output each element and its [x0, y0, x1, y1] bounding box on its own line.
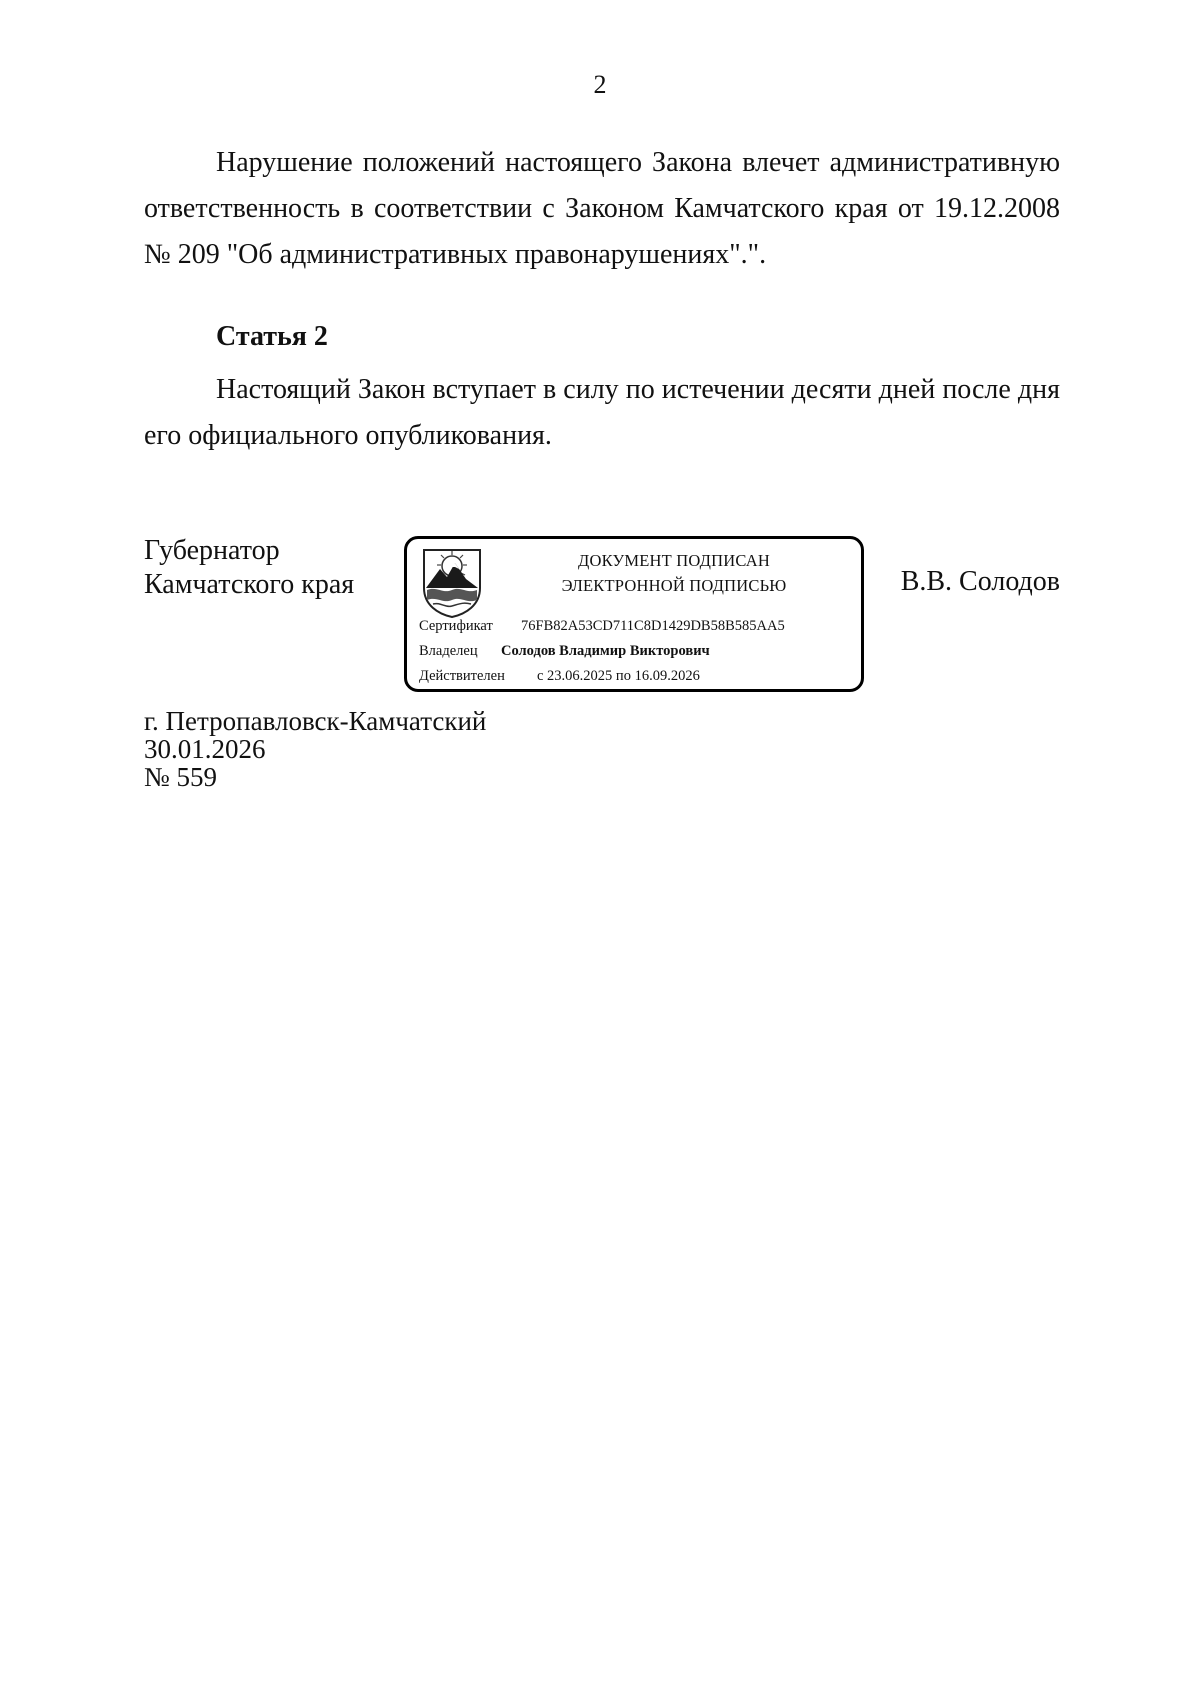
stamp-certificate-value: 76FB82A53CD711C8D1429DB58B585AA5 [521, 618, 785, 634]
stamp-validity-row [419, 668, 700, 685]
stamp-validity-value: с 23.06.2025 по 16.09.2026 [537, 668, 700, 684]
document-number: № 559 [144, 762, 218, 792]
article-heading: Статья 2 [216, 321, 328, 352]
page-number: 2 [593, 70, 607, 99]
signatory-position-line: Губернатор [144, 535, 280, 566]
stamp-certificate-label: Сертификат [419, 618, 493, 634]
paragraph-line: № 209 "Об административных правонарушениях".". [144, 239, 767, 270]
city: г. Петропавловск-Камчатский [144, 706, 487, 736]
stamp-owner-label: Владелец [419, 643, 478, 659]
signatory-position-line: Камчатского края [144, 569, 355, 600]
paragraph-line: ответственность в соответствии с Законом Камчатского края от 19.12.2008 [144, 193, 1060, 224]
document-date: 30.01.2026 [144, 734, 266, 764]
stamp-title: ДОКУМЕНТ ПОДПИСАН [578, 551, 770, 570]
kamchatka-coat-of-arms-icon [421, 548, 483, 618]
stamp-owner-value: Солодов Владимир Викторович [501, 643, 710, 659]
electronic-signature-stamp [404, 536, 864, 692]
stamp-title: ЭЛЕКТРОННОЙ ПОДПИСЬЮ [561, 576, 787, 595]
paragraph-line: Нарушение положений настоящего Закона влечет административную [216, 147, 1060, 178]
paragraph-line: его официального опубликования. [144, 420, 552, 451]
paragraph-violation-liability [144, 140, 1060, 278]
stamp-owner-row [419, 643, 710, 660]
paragraph-line: Настоящий Закон вступает в силу по истечении десяти дней после дня [216, 374, 1060, 405]
signatory-position [144, 534, 354, 602]
signer-name: В.В. Солодов [900, 566, 1060, 597]
stamp-validity-label: Действителен [419, 668, 505, 684]
stamp-certificate-row [419, 618, 785, 635]
place-and-date [144, 707, 486, 791]
paragraph-entry-into-force [144, 367, 1060, 459]
